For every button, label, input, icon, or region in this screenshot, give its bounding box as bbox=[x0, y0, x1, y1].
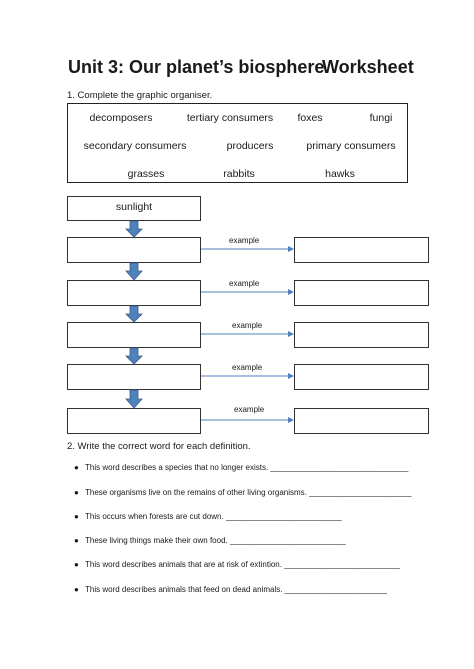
example-label-3: example bbox=[232, 321, 263, 330]
word-bank-item: foxes bbox=[297, 112, 323, 124]
right-connector-arrow-icon bbox=[201, 373, 294, 379]
definition-line[interactable]: This word describes animals that are at risk of extintion. __________________________ bbox=[85, 560, 400, 569]
bullet-icon: ● bbox=[74, 488, 79, 497]
example-label-2: example bbox=[229, 279, 260, 288]
bullet-icon: ● bbox=[74, 585, 79, 594]
down-arrow-icon bbox=[126, 390, 142, 408]
word-bank-item: rabbits bbox=[223, 168, 255, 180]
definition-line[interactable]: This word describes animals that feed on dead animals. _______________________ bbox=[85, 585, 387, 594]
down-arrow-icon bbox=[126, 348, 142, 364]
bullet-icon: ● bbox=[74, 463, 79, 472]
bullet-icon: ● bbox=[74, 536, 79, 545]
word-bank-item: secondary consumers bbox=[83, 140, 187, 152]
right-connector-arrow-icon bbox=[201, 289, 294, 295]
word-bank-item: producers bbox=[226, 140, 274, 152]
bullet-icon: ● bbox=[74, 560, 79, 569]
worksheet-label: Worksheet bbox=[322, 57, 414, 77]
definition-line[interactable]: These organisms live on the remains of other living organisms. _______________________ bbox=[85, 488, 412, 497]
sunlight-label: sunlight bbox=[115, 201, 153, 213]
word-bank-item: decomposers bbox=[89, 112, 153, 124]
definition-line[interactable]: This occurs when forests are cut down. __________________________ bbox=[85, 512, 342, 521]
word-bank-item: grasses bbox=[127, 168, 165, 180]
right-connector-arrow-icon bbox=[201, 331, 294, 337]
word-bank-item: fungi bbox=[369, 112, 393, 124]
example-label-5: example bbox=[234, 405, 265, 414]
word-bank-item: hawks bbox=[325, 168, 355, 180]
word-bank-item: tertiary consumers bbox=[186, 112, 274, 124]
example-label-4: example bbox=[232, 363, 263, 372]
question-1-instruction: 1. Complete the graphic organiser. bbox=[67, 90, 213, 101]
definition-line[interactable]: This word describes a species that no longer exists. _______________________________ bbox=[85, 463, 409, 472]
word-bank-item: primary consumers bbox=[306, 140, 396, 152]
example-label-1: example bbox=[229, 236, 260, 245]
down-arrow-icon bbox=[126, 221, 142, 237]
right-connector-arrow-icon bbox=[201, 417, 294, 423]
down-arrow-icon bbox=[126, 263, 142, 280]
question-2-instruction: 2. Write the correct word for each definition. bbox=[67, 441, 251, 452]
right-connector-arrow-icon bbox=[201, 246, 294, 252]
definition-line[interactable]: These living things make their own food. __________________________ bbox=[85, 536, 346, 545]
bullet-icon: ● bbox=[74, 512, 79, 521]
worksheet-title: Unit 3: Our planet’s biosphere bbox=[68, 57, 325, 77]
down-arrow-icon bbox=[126, 306, 142, 322]
